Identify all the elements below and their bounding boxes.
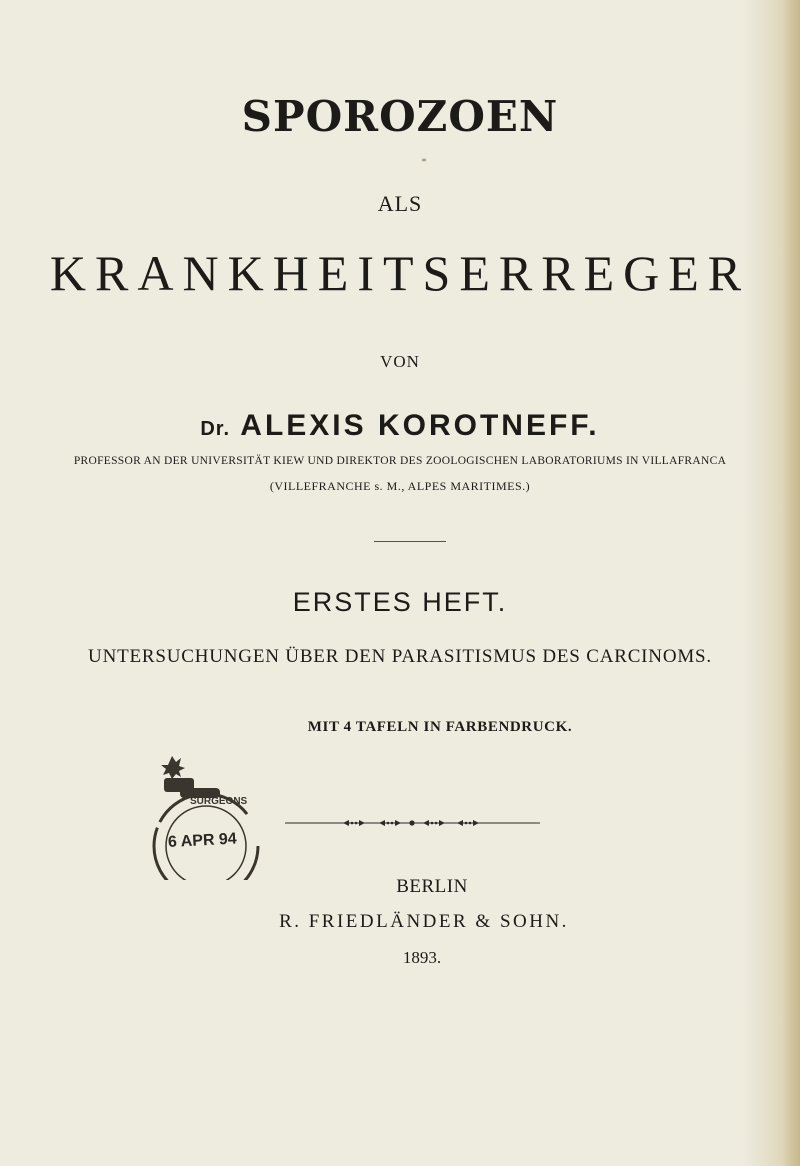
author-name: ALEXIS KOROTNEFF. <box>240 409 600 442</box>
book-subtitle: UNTERSUCHUNGEN ÜBER DEN PARASITISMUS DES CARCINOMS. <box>88 646 712 667</box>
ornament-rule-icon <box>285 818 540 828</box>
divider-rule <box>374 541 446 542</box>
stamp-date: 6 APR 94 <box>167 830 238 852</box>
stamp-ring-text-icon <box>190 796 248 807</box>
connector-als: ALS <box>377 191 423 216</box>
author-line <box>0 409 800 443</box>
connector-von: VON <box>380 352 420 371</box>
publisher-name: R. FRIEDLÄNDER & SOHN. <box>279 911 569 932</box>
library-stamp <box>140 752 268 880</box>
stamp-ring-text: SURGEONS <box>190 796 248 807</box>
part-heading: ERSTES HEFT. <box>292 587 508 617</box>
page-edge-shadow <box>782 0 800 1166</box>
author-affiliation: PROFESSOR AN DER UNIVERSITÄT KIEW UND DIREKTOR DES ZOOLOGISCHEN LABORATORIUMS IN VILLAFRANCA <box>73 455 727 467</box>
author-address: (VILLEFRANCHE s. M., ALPES MARITIMES.) <box>269 479 531 493</box>
plates-note: MIT 4 TAFELN IN FARBENDRUCK. <box>307 719 573 735</box>
book-title: SPOROZOEN <box>241 92 559 141</box>
publication-place: BERLIN <box>396 876 468 897</box>
book-subject: KRANKHEITSERREGER <box>49 245 751 301</box>
printer-mark: * <box>421 156 427 168</box>
author-prefix: Dr. <box>200 418 231 440</box>
publication-year: 1893. <box>402 948 442 967</box>
stamp-crest-icon <box>161 756 220 798</box>
